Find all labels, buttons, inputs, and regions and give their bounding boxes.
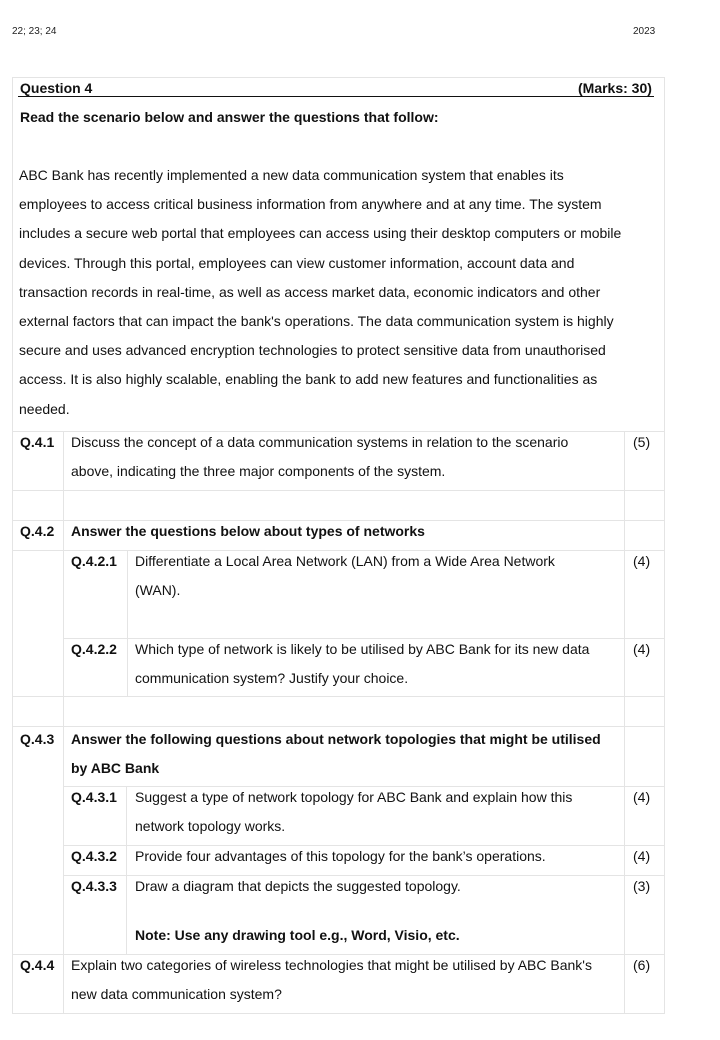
q432-text: Provide four advantages of this topology for the bank’s operations. — [135, 848, 546, 864]
q42-number: Q.4.2 — [20, 523, 55, 539]
scenario-line: needed. — [19, 400, 70, 417]
grid-line — [12, 520, 665, 521]
grid-line — [63, 638, 665, 639]
scenario-line: secure and uses advanced encryption technologies to protect sensitive data from unauthorised — [19, 342, 606, 359]
question-title: Question 4 — [20, 80, 93, 96]
q421-marks: (4) — [633, 553, 651, 569]
header-year: 2023 — [633, 26, 656, 37]
q433-marks: (3) — [633, 878, 651, 894]
grid-line — [12, 431, 665, 432]
q433-text: Draw a diagram that depicts the suggested topology. — [135, 878, 461, 894]
q433-note: Note: Use any drawing tool e.g., Word, Visio, etc. — [135, 927, 460, 943]
scenario-paragraph — [19, 161, 659, 424]
q42-heading: Answer the questions below about types of networks — [71, 523, 425, 539]
scenario-line: includes a secure web portal that employees can access using their desktop computers or mobile — [19, 225, 622, 242]
q422-number: Q.4.2.2 — [71, 641, 117, 657]
scenario-line: devices. Through this portal, employees can view customer information, account data and — [19, 254, 575, 271]
instruction: Read the scenario below and answer the questions that follow: — [20, 109, 439, 125]
grid-line — [63, 845, 665, 846]
q421-number: Q.4.2.1 — [71, 553, 117, 569]
grid-line — [12, 726, 665, 727]
question-marks: (Marks: 30) — [578, 80, 652, 96]
scenario-line: external factors that can impact the bank's operations. The data communication system is highly — [19, 312, 614, 329]
scenario-line: ABC Bank has recently implemented a new data communication system that enables its — [19, 167, 564, 183]
q422-marks: (4) — [633, 641, 651, 657]
grid-line — [127, 550, 128, 696]
q41-number: Q.4.1 — [20, 434, 55, 450]
grid-line — [126, 786, 127, 954]
grid-line — [12, 550, 665, 551]
scenario-line: transaction records in real-time, as well as access market data, economic indicators and other — [19, 283, 601, 300]
q43-heading-line2: by ABC Bank — [71, 760, 160, 776]
grid-line — [12, 696, 665, 697]
q41-text-line1: Discuss the concept of a data communication systems in relation to the scenario — [71, 434, 569, 450]
q422-text-line1: Which type of network is likely to be utilised by ABC Bank for its new data — [135, 641, 590, 657]
q44-text-line2: new data communication system? — [71, 986, 282, 1002]
scenario-line: access. It is also highly scalable, enabling the bank to add new features and functionalities as — [19, 371, 598, 388]
title-underline — [18, 96, 654, 97]
grid-line — [12, 490, 665, 491]
q421-text-line1: Differentiate a Local Area Network (LAN) from a Wide Area Network — [135, 553, 555, 569]
q41-text-line2: above, indicating the three major components of the system. — [71, 463, 446, 479]
q422-text-line2: communication system? Justify your choice. — [135, 670, 409, 686]
grid-line — [12, 954, 665, 955]
q44-marks: (6) — [633, 957, 651, 973]
header-module-codes: 22; 23; 24 — [12, 26, 57, 37]
grid-line — [63, 786, 665, 787]
q431-number: Q.4.3.1 — [71, 789, 117, 805]
q432-number: Q.4.3.2 — [71, 848, 117, 864]
q431-marks: (4) — [633, 789, 651, 805]
grid-line — [624, 431, 625, 1014]
q41-marks: (5) — [633, 434, 651, 450]
q431-text-line1: Suggest a type of network topology for ABC Bank and explain how this — [135, 789, 573, 805]
q433-number: Q.4.3.3 — [71, 878, 117, 894]
q432-marks: (4) — [633, 848, 651, 864]
q43-number: Q.4.3 — [20, 731, 55, 747]
q431-text-line2: network topology works. — [135, 818, 286, 834]
q44-number: Q.4.4 — [20, 957, 55, 973]
q421-text-line2: (WAN). — [135, 582, 181, 598]
grid-line — [63, 431, 64, 1014]
grid-line — [63, 875, 665, 876]
q44-text-line1: Explain two categories of wireless technologies that might be utilised by ABC Bank's — [71, 957, 592, 973]
scenario-line: employees to access critical business information from anywhere and at any time. The system — [19, 196, 602, 213]
q43-heading-line1: Answer the following questions about network topologies that might be utilised — [71, 731, 601, 747]
